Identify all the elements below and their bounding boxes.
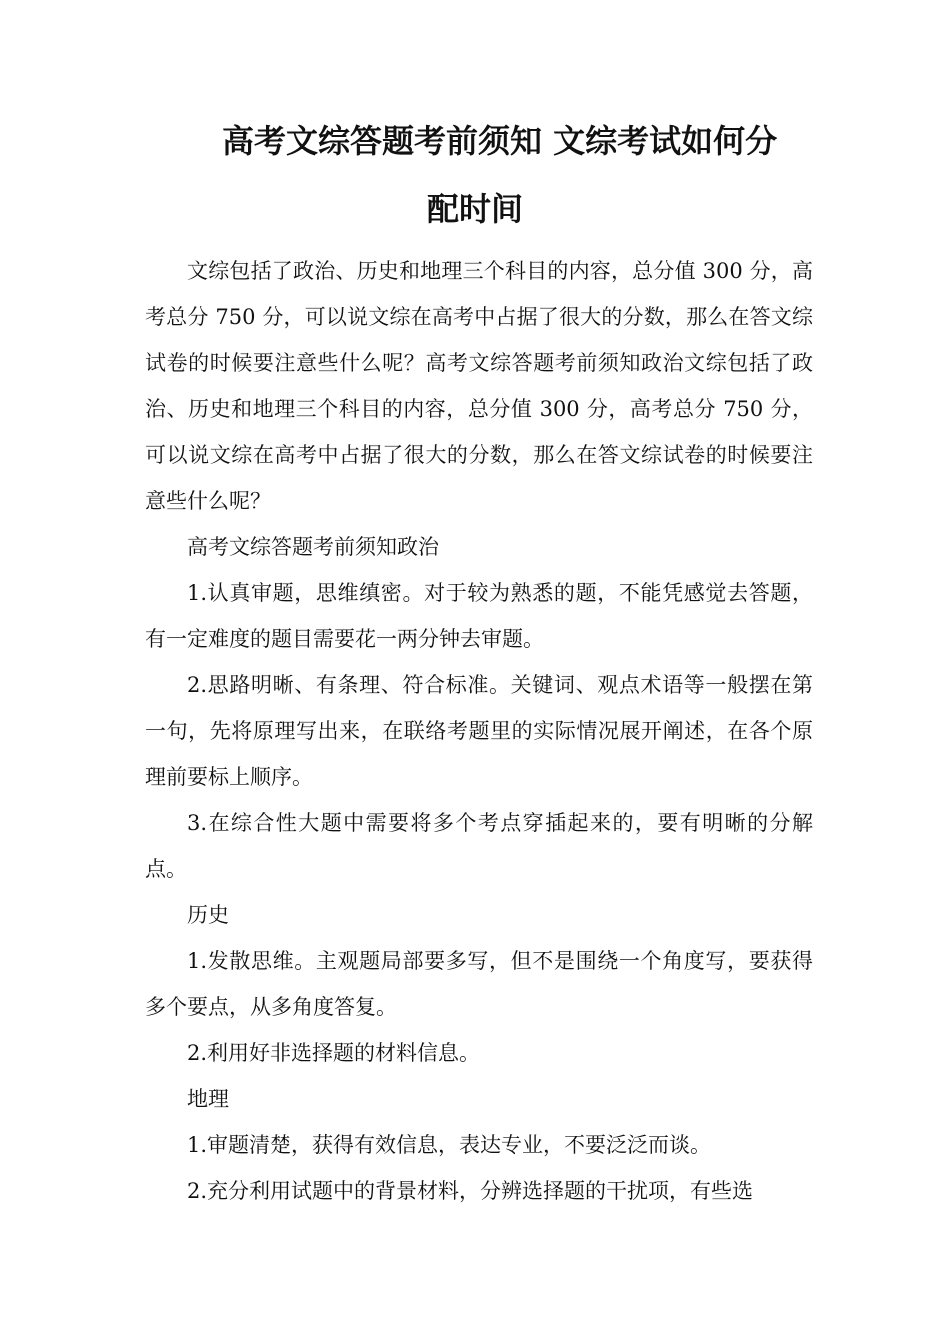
history-point-1: 1.发散思维。主观题局部要多写，但不是围绕一个角度写，要获得多个要点，从多角度答复。 [145,949,813,1019]
history-point-2: 2.利用好非选择题的材料信息。 [187,1041,481,1065]
section-heading-history: 历史 [187,903,229,927]
politics-point-3: 3.在综合性大题中需要将多个考点穿插起来的，要有明晰的分解点。 [145,811,813,881]
geography-point-1: 1.审题清楚，获得有效信息，表达专业，不要泛泛而谈。 [187,1133,712,1157]
section-heading-politics: 高考文综答题考前须知政治 [187,535,439,559]
politics-point-2: 2.思路明晰、有条理、符合标准。关键词、观点术语等一般摆在第一句，先将原理写出来，在联络考题里的实际情况展开阐述，在各个原理前要标上顺序。 [145,673,813,789]
geography-point-2: 2.充分利用试题中的背景材料，分辨选择题的干扰项，有些选 [187,1179,754,1203]
document-title-line-2: 配时间 [426,190,523,228]
document-body [145,248,813,1214]
intro-paragraph: 文综包括了政治、历史和地理三个科目的内容，总分值 300 分，高考总分 750 分，可以说文综在高考中占据了很大的分数，那么在答文综试卷的时候要注意些什么呢？高考文综答题考前须知政治文综包括了政治、历史和地理三个科目的内容，总分值 300 分，高考总分 750 分，可以说文综在高考中占据了很大的分数，那么在答文综试卷的时候要注意些什么呢？ [145,259,813,513]
section-heading-geography: 地理 [187,1087,229,1111]
politics-point-1: 1.认真审题，思维缜密。对于较为熟悉的题，不能凭感觉去答题，有一定难度的题目需要花一两分钟去审题。 [145,581,813,651]
document-title-line-1: 高考文综答题考前须知 文综考试如何分 [222,122,778,160]
